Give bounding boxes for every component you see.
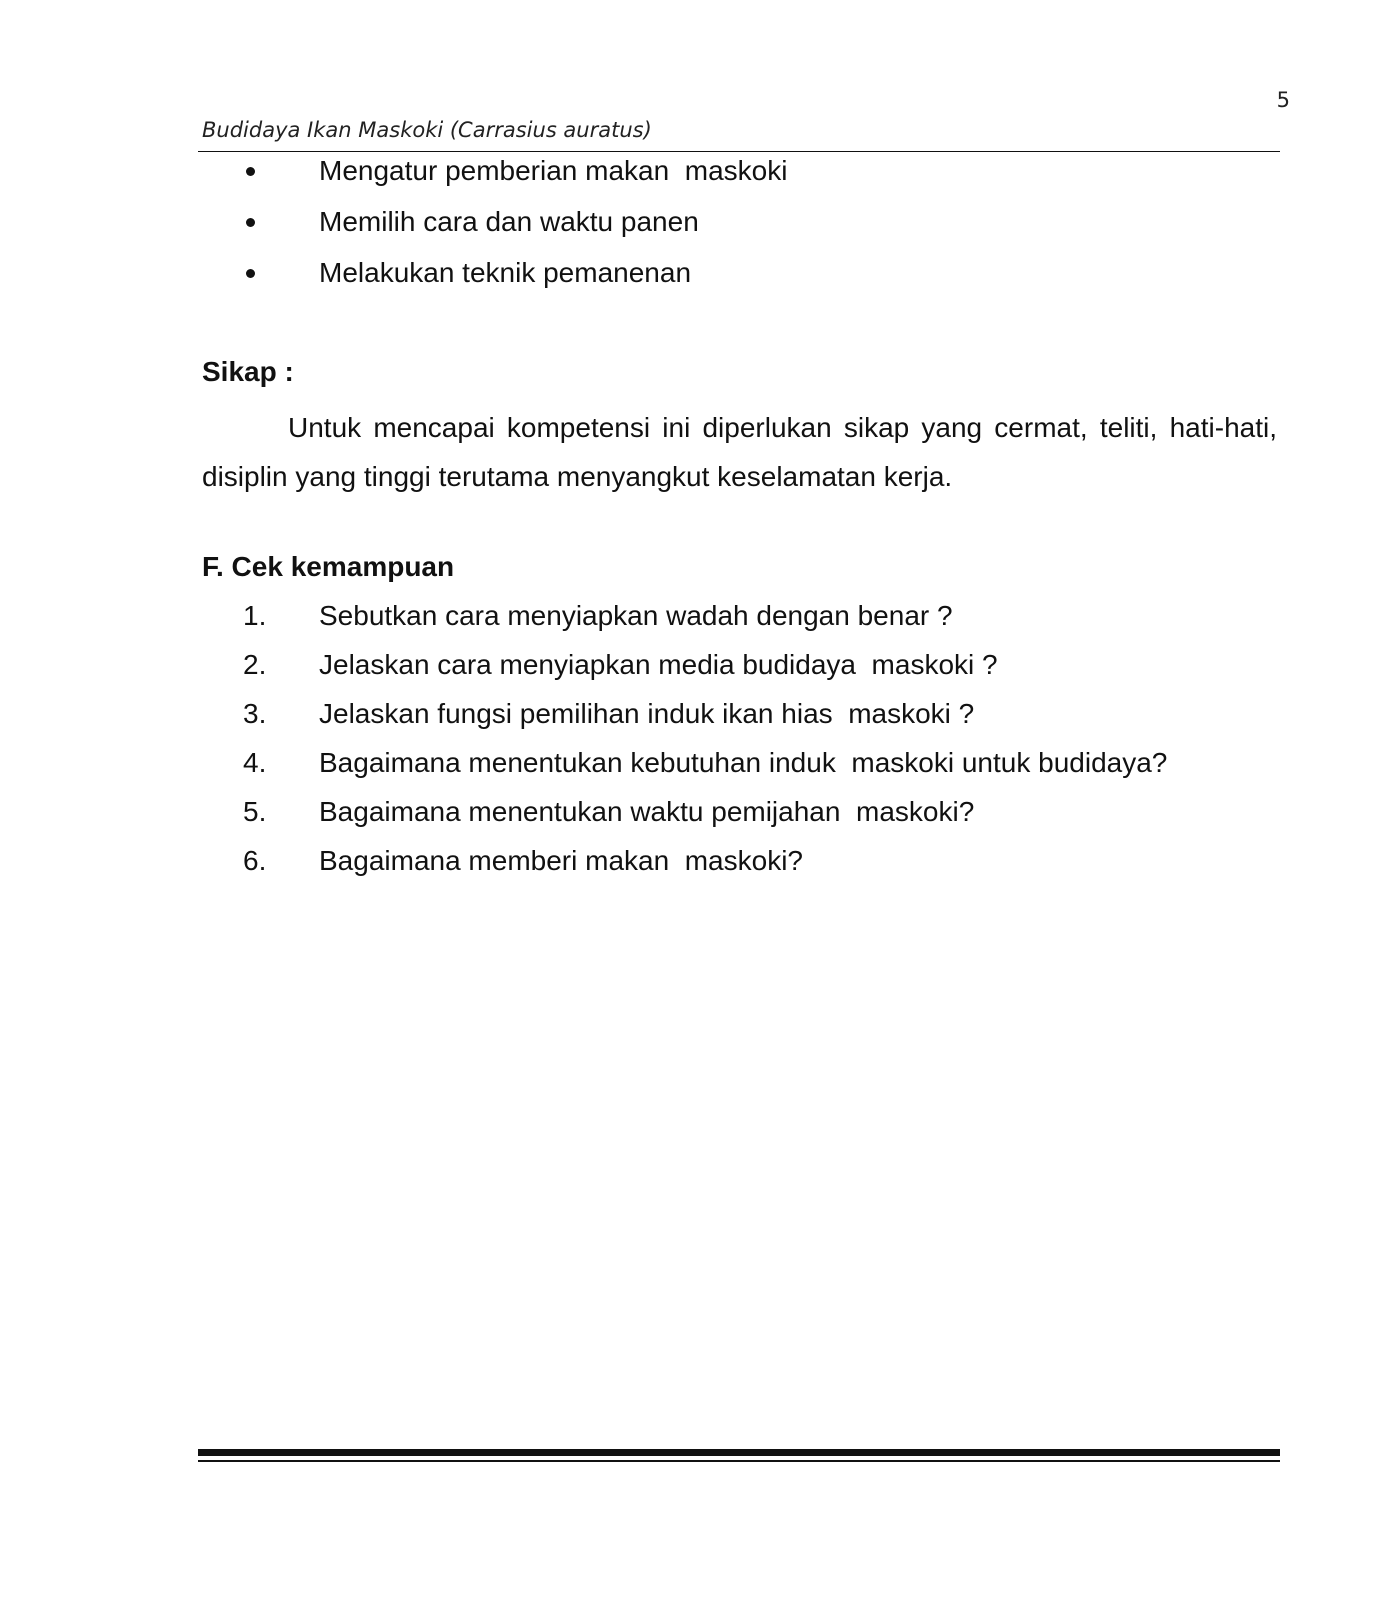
question-text: Bagaimana menentukan kebutuhan induk maskoki untuk budidaya?: [319, 747, 1168, 778]
running-header-title: Budidaya Ikan Maskoki (Carrasius auratus): [202, 118, 652, 142]
question-number: 5.: [243, 796, 267, 827]
footer-divider-thin: [198, 1460, 1280, 1462]
page-number: 5: [1276, 88, 1290, 112]
question-text: Jelaskan cara menyiapkan media budidaya maskoki ?: [319, 649, 998, 680]
question-number: 1.: [243, 600, 267, 631]
bullet-dot-icon: [246, 269, 255, 278]
question-text: Bagaimana menentukan waktu pemijahan maskoki?: [319, 796, 975, 827]
bullet-list: [0, 154, 1400, 307]
bullet-item: [0, 154, 1400, 205]
question-text: Jelaskan fungsi pemilihan induk ikan hias maskoki ?: [319, 698, 975, 729]
question-number: 2.: [243, 649, 267, 680]
header-divider: [198, 151, 1280, 152]
question-number: 6.: [243, 845, 267, 876]
bullet-text: Mengatur pemberian makan maskoki: [319, 155, 788, 186]
bullet-text: Memilih cara dan waktu panen: [319, 206, 699, 237]
question-item: [0, 746, 1400, 795]
bullet-item: [0, 256, 1400, 307]
question-item: [0, 844, 1400, 893]
footer-divider-thick: [198, 1449, 1280, 1456]
question-number: 3.: [243, 698, 267, 729]
question-item: [0, 795, 1400, 844]
sikap-paragraph: Untuk mencapai kompetensi ini diperlukan sikap yang cermat, teliti, hati-hati, disiplin yang tinggi terutama menyangkut keselamatan kerja.: [202, 412, 1277, 492]
bullet-item: [0, 205, 1400, 256]
question-item: [0, 599, 1400, 648]
bullet-dot-icon: [246, 218, 255, 227]
section-heading-cek-kemampuan: F. Cek kemampuan: [202, 551, 455, 582]
question-item: [0, 648, 1400, 697]
question-text: Sebutkan cara menyiapkan wadah dengan benar ?: [319, 600, 953, 631]
question-list: [0, 599, 1400, 893]
bullet-text: Melakukan teknik pemanenan: [319, 257, 692, 288]
question-number: 4.: [243, 747, 267, 778]
bullet-dot-icon: [246, 167, 255, 176]
question-text: Bagaimana memberi makan maskoki?: [319, 845, 803, 876]
section-heading-sikap: Sikap :: [202, 356, 294, 387]
question-item: [0, 697, 1400, 746]
